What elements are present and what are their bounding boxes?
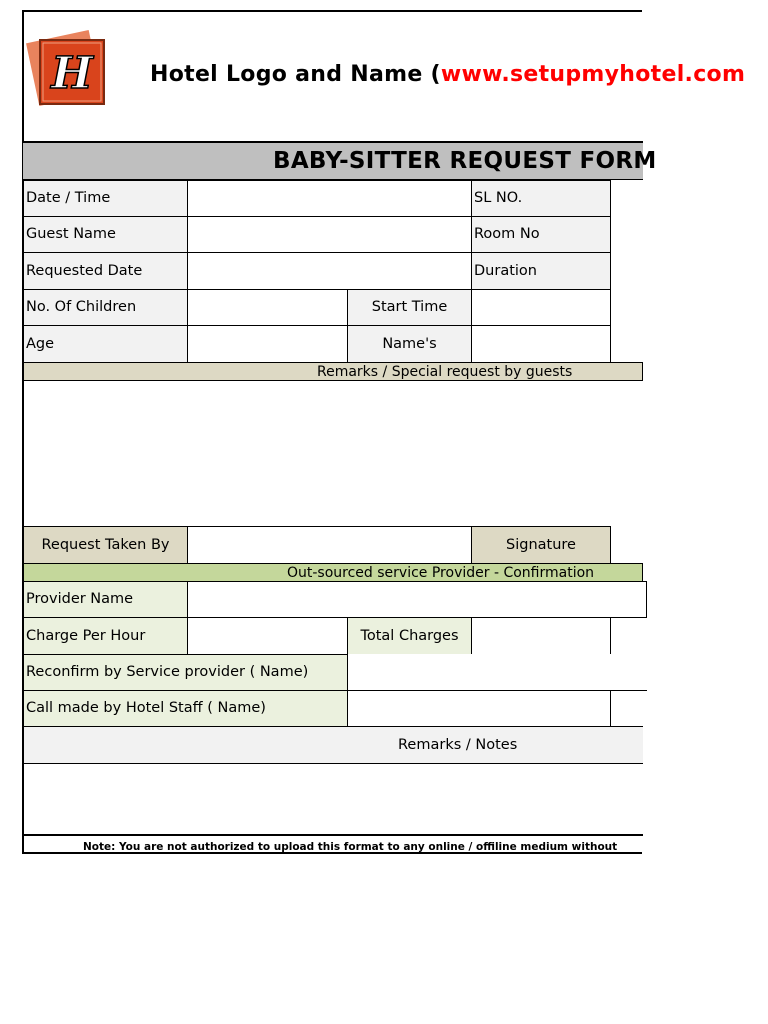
- room-no-label: Room No: [471, 216, 611, 253]
- form-title: BABY-SITTER REQUEST FORM: [273, 148, 657, 174]
- remarks-notes-area[interactable]: [23, 763, 643, 836]
- guest-name-label: Guest Name: [23, 216, 188, 253]
- total-charges-field[interactable]: [471, 617, 611, 655]
- requested-date-label: Requested Date: [23, 252, 188, 290]
- total-charges-label: Total Charges: [347, 617, 472, 655]
- charge-per-hour-field[interactable]: [187, 617, 348, 655]
- hotel-website-link[interactable]: www.setupmyhotel.com: [440, 62, 746, 87]
- provider-name-field[interactable]: [187, 581, 647, 618]
- no-children-field[interactable]: [187, 289, 348, 326]
- form-title-bar: [23, 141, 657, 180]
- hotel-title-prefix: Hotel Logo and Name (: [150, 62, 441, 87]
- request-taken-by-label: Request Taken By: [23, 526, 188, 564]
- remarks-special-area[interactable]: [23, 380, 643, 527]
- provider-name-label: Provider Name: [23, 581, 188, 618]
- signature-label: Signature: [471, 526, 611, 564]
- duration-label: Duration: [471, 252, 611, 290]
- charge-per-hour-label: Charge Per Hour: [23, 617, 188, 655]
- names-field[interactable]: [471, 325, 611, 363]
- call-made-label: Call made by Hotel Staff ( Name): [23, 690, 348, 727]
- names-label: Name's: [347, 325, 472, 363]
- outsourced-header: Out-sourced service Provider - Confirmation: [23, 563, 643, 582]
- requested-date-field[interactable]: [187, 252, 472, 290]
- remarks-notes-header: Remarks / Notes: [23, 726, 643, 764]
- copyright-note: Note: You are not authorized to upload this format to any online / offiline medium without: [83, 841, 618, 853]
- logo-letter: H: [51, 48, 93, 99]
- reconfirm-field[interactable]: [347, 654, 647, 691]
- date-time-label: Date / Time: [23, 180, 188, 217]
- hotel-logo-icon: [28, 30, 114, 112]
- request-taken-by-field[interactable]: [187, 526, 472, 564]
- age-field[interactable]: [187, 325, 348, 363]
- start-time-field[interactable]: [471, 289, 611, 326]
- age-label: Age: [23, 325, 188, 363]
- reconfirm-label: Reconfirm by Service provider ( Name): [23, 654, 348, 691]
- date-time-field[interactable]: [187, 180, 472, 217]
- guest-name-field[interactable]: [187, 216, 472, 253]
- hotel-title: [150, 62, 745, 87]
- call-made-field[interactable]: [347, 690, 611, 727]
- remarks-special-header: Remarks / Special request by guests: [23, 362, 643, 381]
- no-children-label: No. Of Children: [23, 289, 188, 326]
- sl-no-label: SL NO.: [471, 180, 611, 217]
- start-time-label: Start Time: [347, 289, 472, 326]
